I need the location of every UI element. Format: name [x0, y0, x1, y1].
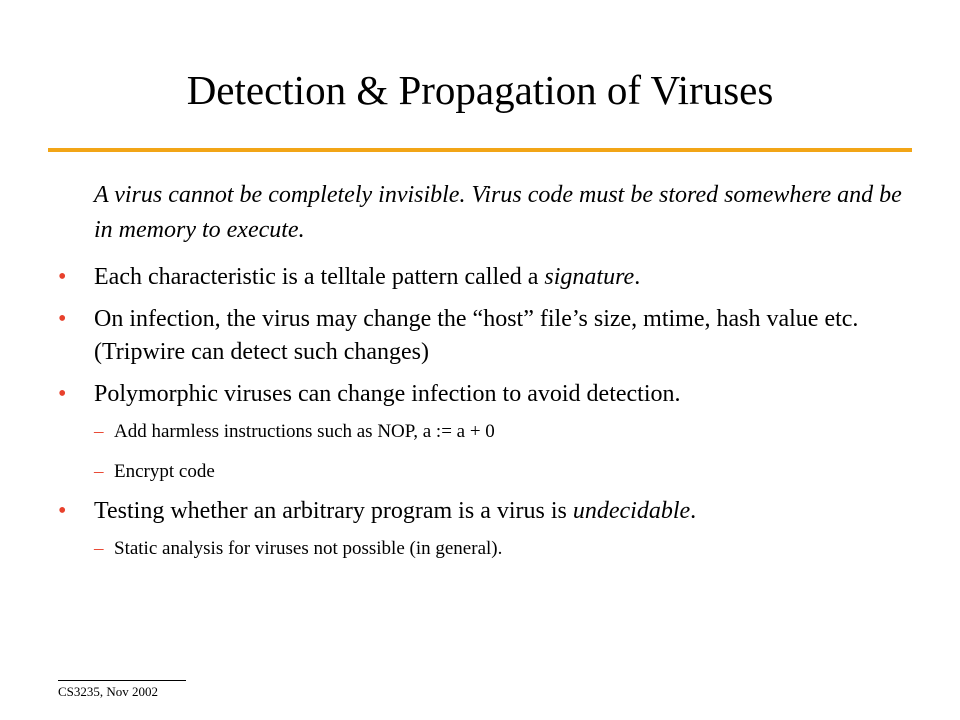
- footer-rule: [58, 680, 186, 681]
- bullet-text: On infection, the virus may change the “host” file’s size, mtime, hash value etc. (Tripwire can detect such changes): [94, 306, 859, 365]
- intro-text: A virus cannot be completely invisible. Virus code must be stored somewhere and be in memory to execute.: [94, 182, 902, 243]
- bullet-text: Polymorphic viruses can change infection to avoid detection.: [94, 381, 681, 407]
- sub-bullet-nop: [58, 420, 918, 444]
- sub-bullet-text: Static analysis for viruses not possible (in general).: [114, 538, 503, 559]
- sub-dash-icon: –: [94, 538, 104, 559]
- title-underline: [48, 148, 912, 152]
- bullet-signature: [58, 261, 918, 294]
- bullet-infection: [58, 303, 918, 369]
- bullet-dot-icon: •: [58, 306, 67, 332]
- bullet-dot-icon: •: [58, 498, 67, 524]
- sub-dash-icon: –: [94, 461, 104, 482]
- bullet-text-end: .: [634, 264, 641, 290]
- bullet-emphasis: undecidable: [572, 498, 691, 524]
- bullet-undecidable: [58, 495, 918, 528]
- bullet-text: Testing whether an arbitrary program is a virus is: [94, 498, 573, 524]
- sub-bullet-text: Encrypt code: [114, 461, 215, 482]
- footer-text: CS3235, Nov 2002: [58, 684, 159, 699]
- slide-body: [58, 178, 918, 577]
- bullet-polymorphic: [58, 378, 918, 411]
- sub-bullet-static-analysis: [58, 537, 918, 561]
- bullet-text: Each characteristic is a telltale pattern called a: [94, 264, 545, 290]
- bullet-dot-icon: •: [58, 381, 67, 407]
- sub-dash-icon: –: [94, 421, 104, 442]
- sub-bullet-text: Add harmless instructions such as NOP, a := a + 0: [114, 421, 495, 442]
- bullet-dot-icon: •: [58, 264, 67, 290]
- slide-title: Detection & Propagation of Viruses: [186, 67, 774, 113]
- bullet-text-end: .: [690, 498, 697, 524]
- sub-bullet-encrypt: [58, 460, 918, 484]
- bullet-emphasis: signature: [544, 264, 635, 290]
